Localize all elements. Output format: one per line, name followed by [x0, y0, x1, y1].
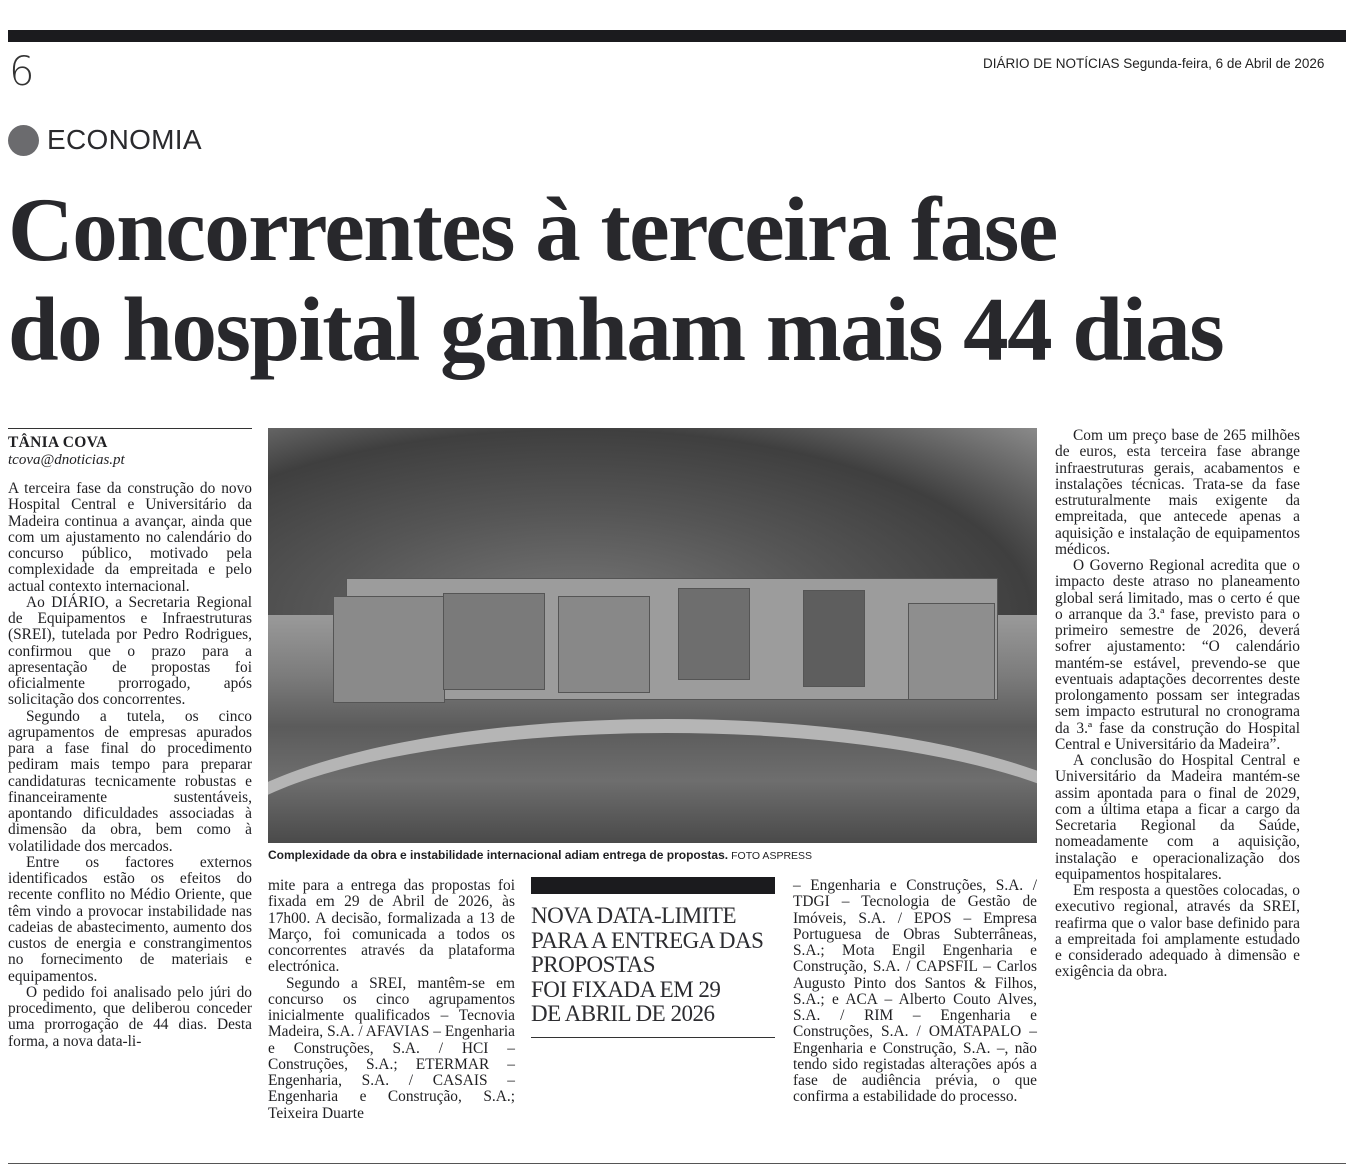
- article-column-1: [8, 481, 252, 1050]
- section-dot-icon: [8, 125, 39, 156]
- section-label: [8, 124, 202, 156]
- paragraph: Segundo a SREI, mantêm-se em concurso os cinco agrupamentos inicialmente qualificados – Tecnovia Madeira, S.A. / AFAVIAS – Engenharia e Construções, S.A. / HCI – Construções, S.A.; ETERMAR – Engenharia, S.A. / CASAIS – Engenharia e Construção, S.A.; Teixeira Duarte: [268, 974, 515, 1122]
- photo-caption: [268, 848, 812, 862]
- paragraph: A conclusão do Hospital Central e Universitário da Madeira mantém-se assim apontada para o final de 2029, com a última etapa a ficar a cargo da Secretaria Regional da Saúde, nomeadamente com a aquisição, instalação e operacionalização dos equipamentos hospitalares.: [1055, 752, 1300, 883]
- pull-quote-line: DE ABRIL DE 2026: [531, 1001, 715, 1026]
- author-name: TÂNIA COVA: [8, 434, 108, 451]
- pull-quote-line: FOI FIXADA EM 29: [531, 976, 721, 1002]
- page-number: 6: [9, 49, 35, 95]
- headline-line: do hospital ganham mais 44 dias: [8, 279, 1224, 380]
- paragraph: O pedido foi analisado pelo júri do procedimento, que deliberou conceder uma prorrogação de 44 dias. Desta forma, a nova data-li-: [8, 983, 252, 1050]
- paragraph: – Engenharia e Construções, S.A. / TDGI – Tecnologia de Gestão de Imóveis, S.A. / EPOS – Empresa Portuguesa de Obras Subterrâneas, S.A.; Mota Engil Engenharia e Construção, S.A. / CAPSFIL – Carlos Augusto Pinto dos Santos & Filhos, S.A.; e ACA – Alberto Couto Alves, S.A. / RIM – Engenharia e Construções, S.A. / OMATAPALO – Engenharia e Construção, S.A. –, não tendo sido registadas alterações após a fase de audiência prévia, o que confirma a estabilidade do processo.: [793, 877, 1037, 1106]
- pull-quote-bar: [531, 877, 775, 894]
- masthead: DIÁRIO DE NOTÍCIAS Segunda-feira, 6 de Abril de 2026: [983, 56, 1325, 71]
- pull-quote-text: [531, 904, 775, 1027]
- headline-line: Concorrentes à terceira fase: [8, 179, 1057, 280]
- top-bar: [8, 30, 1346, 42]
- divider: [531, 1037, 775, 1038]
- section-name: ECONOMIA: [47, 124, 202, 155]
- paragraph: Ao DIÁRIO, a Secretaria Regional de Equipamentos e Infraestruturas (SREI), tutelada por Pedro Rodrigues, confirmou que o prazo para a apresentação de propostas foi oficialmente prorrogado, após solicitação dos concorrentes.: [8, 593, 252, 709]
- caption-text: Complexidade da obra e instabilidade internacional adiam entrega de propostas.: [268, 848, 729, 862]
- hospital-aerial-photo: [268, 428, 1037, 843]
- pull-quote-line: NOVA DATA-LIMITE: [531, 903, 737, 928]
- divider: [8, 428, 252, 429]
- photo-credit: FOTO ASPRESS: [731, 850, 813, 862]
- pull-quote: [531, 877, 775, 1038]
- author-email[interactable]: tcova@dnoticias.pt: [8, 452, 125, 468]
- paragraph: Entre os factores externos identificados estão os efeitos do recente conflito no Médio Oriente, que têm vindo a provocar instabilidade nas cadeias de abastecimento, aumento dos custos de energia e constrangimentos no fornecimento de materiais e equipamentos.: [8, 853, 252, 985]
- pull-quote-line: PROPOSTAS: [531, 952, 656, 977]
- headline: [8, 180, 1223, 380]
- article-column-3: [793, 878, 1037, 1106]
- paragraph: mite para a entrega das propostas foi fixada em 29 de Abril de 2026, às 17h00. A decisão, formalizada a 13 de Março, foi comunicada a todos os concorrentes através da plataforma electrónica.: [268, 877, 515, 976]
- divider: [8, 1163, 1346, 1164]
- paragraph: Segundo a tutela, os cinco agrupamentos de empresas apurados para a fase final do procedimento pediram mais tempo para preparar candidaturas tecnicamente robustas e financeiramente sustentáveis, apontando dificuldades associadas à dimensão da obra, bem como à volatilidade dos mercados.: [8, 707, 252, 855]
- article-column-2: [268, 878, 515, 1122]
- byline: [8, 434, 252, 469]
- article-column-4: [1055, 428, 1300, 981]
- pull-quote-line: PARA A ENTREGA DAS: [531, 927, 764, 953]
- paragraph: Em resposta a questões colocadas, o executivo regional, através da SREI, reafirma que o valor base definido para a empreitada foi amplamente estudado e considerado adequado à dimensão e exigência da obra.: [1055, 882, 1300, 981]
- paragraph: A terceira fase da construção do novo Hospital Central e Universitário da Madeira continua a avançar, ainda que com um ajustamento no calendário do concurso público, motivado pela complexidade da empreitada e pelo actual contexto internacional.: [8, 480, 252, 595]
- paragraph: Com um preço base de 265 milhões de euros, esta terceira fase abrange infraestruturas gerais, acabamentos e instalações técnicas. Trata-se da fase estruturalmente mais exigente da empreitada, que antecede apenas a aquisição e instalação de equipamentos médicos.: [1055, 427, 1300, 558]
- paragraph: O Governo Regional acredita que o impacto deste atraso no planeamento global será limitado, mas o certo é que o arranque da 3.ª fase, previsto para o primeiro semestre de 2026, deverá sofrer ajustamento: “O calendário mantém-se estável, prevendo-se que eventuais adaptações decorrentes deste prolongamento possam ser integradas sem impacto estrutural no cronograma da 3.ª fase da construção do Hospital Central e Universitário da Madeira”.: [1055, 557, 1300, 753]
